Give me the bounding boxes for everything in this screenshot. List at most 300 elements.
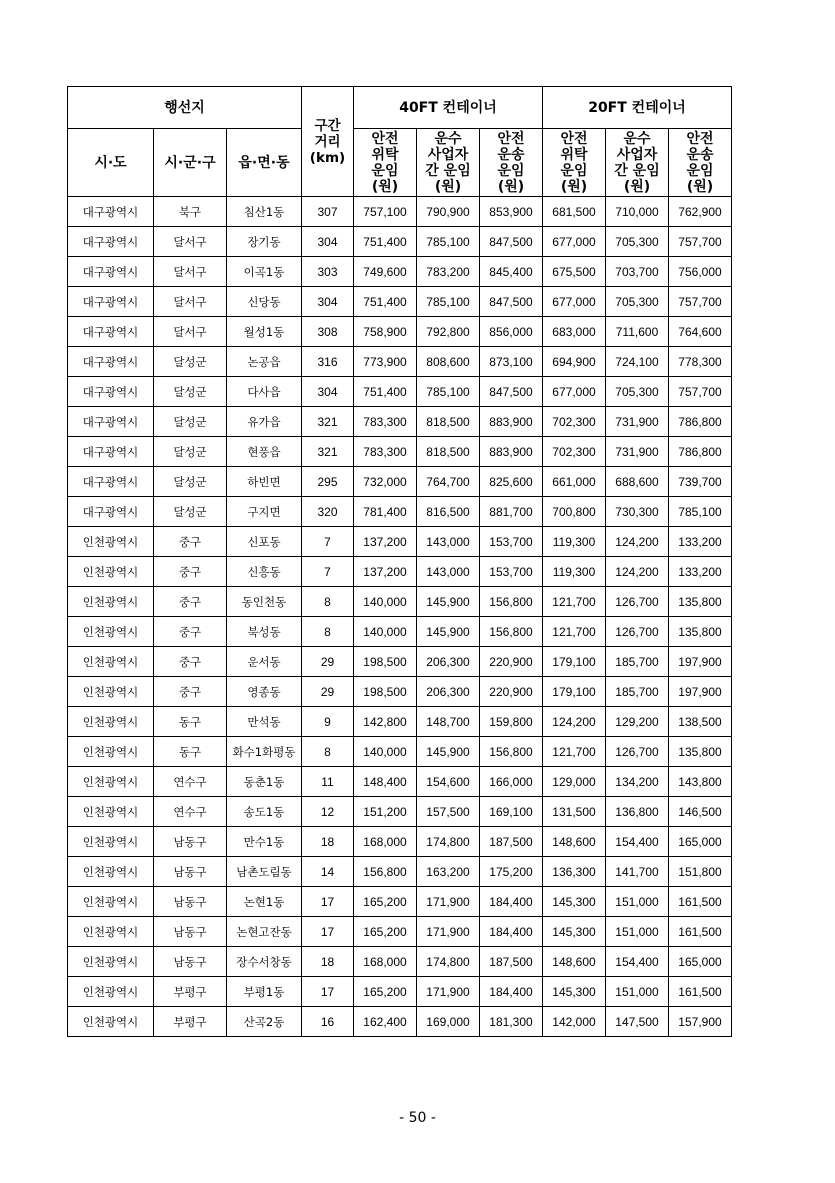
cell-40ft-carrier-rate: 145,900 (417, 617, 480, 647)
cell-20ft-carrier-rate: 126,700 (606, 617, 669, 647)
cell-eupmyeondong: 송도1동 (227, 797, 302, 827)
cell-20ft-carrier-rate: 151,000 (606, 977, 669, 1007)
cell-eupmyeondong: 동인천동 (227, 587, 302, 617)
cell-sido: 인천광역시 (68, 557, 154, 587)
cell-20ft-transport-rate: 146,500 (669, 797, 732, 827)
table-row (68, 707, 732, 737)
freight-rate-table (67, 86, 732, 1037)
cell-sigungu: 달서구 (154, 257, 227, 287)
cell-distance-km: 316 (302, 347, 354, 377)
cell-20ft-consign-rate: 124,200 (543, 707, 606, 737)
table-row (68, 227, 732, 257)
cell-40ft-consign-rate: 168,000 (354, 827, 417, 857)
cell-20ft-carrier-rate: 731,900 (606, 407, 669, 437)
cell-40ft-transport-rate: 156,800 (480, 587, 543, 617)
cell-sigungu: 중구 (154, 527, 227, 557)
cell-40ft-consign-rate: 757,100 (354, 197, 417, 227)
header-distance: 구간 거리 (km) (302, 87, 354, 197)
cell-eupmyeondong: 하빈면 (227, 467, 302, 497)
cell-40ft-consign-rate: 140,000 (354, 617, 417, 647)
cell-40ft-carrier-rate: 206,300 (417, 677, 480, 707)
cell-20ft-transport-rate: 785,100 (669, 497, 732, 527)
cell-40ft-consign-rate: 140,000 (354, 737, 417, 767)
table-row (68, 467, 732, 497)
cell-20ft-consign-rate: 121,700 (543, 587, 606, 617)
cell-sigungu: 중구 (154, 617, 227, 647)
cell-40ft-consign-rate: 156,800 (354, 857, 417, 887)
cell-40ft-carrier-rate: 145,900 (417, 737, 480, 767)
cell-20ft-carrier-rate: 711,600 (606, 317, 669, 347)
table-row (68, 527, 732, 557)
cell-20ft-carrier-rate: 134,200 (606, 767, 669, 797)
cell-distance-km: 18 (302, 947, 354, 977)
cell-20ft-carrier-rate: 147,500 (606, 1007, 669, 1037)
cell-40ft-consign-rate: 137,200 (354, 527, 417, 557)
cell-sigungu: 북구 (154, 197, 227, 227)
table-row (68, 617, 732, 647)
cell-20ft-transport-rate: 135,800 (669, 587, 732, 617)
cell-sido: 인천광역시 (68, 827, 154, 857)
table-row (68, 977, 732, 1007)
table-row (68, 647, 732, 677)
header-destination: 행선지 (68, 87, 302, 129)
cell-20ft-transport-rate: 165,000 (669, 827, 732, 857)
cell-20ft-consign-rate: 136,300 (543, 857, 606, 887)
cell-20ft-transport-rate: 161,500 (669, 977, 732, 1007)
header-sido: 시·도 (68, 129, 154, 197)
cell-sido: 대구광역시 (68, 287, 154, 317)
cell-40ft-transport-rate: 853,900 (480, 197, 543, 227)
cell-40ft-carrier-rate: 792,800 (417, 317, 480, 347)
cell-sigungu: 중구 (154, 677, 227, 707)
cell-sigungu: 달성군 (154, 377, 227, 407)
cell-40ft-carrier-rate: 171,900 (417, 887, 480, 917)
cell-eupmyeondong: 신당동 (227, 287, 302, 317)
cell-20ft-carrier-rate: 126,700 (606, 737, 669, 767)
cell-40ft-carrier-rate: 174,800 (417, 947, 480, 977)
cell-40ft-transport-rate: 856,000 (480, 317, 543, 347)
cell-40ft-transport-rate: 156,800 (480, 617, 543, 647)
cell-20ft-carrier-rate: 724,100 (606, 347, 669, 377)
cell-eupmyeondong: 동춘1동 (227, 767, 302, 797)
cell-40ft-consign-rate: 751,400 (354, 287, 417, 317)
cell-sigungu: 부평구 (154, 1007, 227, 1037)
cell-sigungu: 달성군 (154, 347, 227, 377)
cell-40ft-consign-rate: 783,300 (354, 407, 417, 437)
header-20ft-carrier-rate: 운수 사업자 간 운임 (원) (606, 129, 669, 197)
cell-sido: 대구광역시 (68, 227, 154, 257)
cell-eupmyeondong: 북성동 (227, 617, 302, 647)
cell-40ft-consign-rate: 773,900 (354, 347, 417, 377)
cell-sido: 인천광역시 (68, 677, 154, 707)
table-row (68, 557, 732, 587)
cell-20ft-transport-rate: 762,900 (669, 197, 732, 227)
cell-sido: 인천광역시 (68, 797, 154, 827)
table-row (68, 797, 732, 827)
header-40ft-transport-rate: 안전 운송 운임 (원) (480, 129, 543, 197)
cell-sigungu: 달성군 (154, 467, 227, 497)
cell-40ft-carrier-rate: 808,600 (417, 347, 480, 377)
cell-sido: 인천광역시 (68, 917, 154, 947)
cell-40ft-consign-rate: 165,200 (354, 977, 417, 1007)
cell-distance-km: 29 (302, 677, 354, 707)
cell-eupmyeondong: 만수1동 (227, 827, 302, 857)
cell-sido: 인천광역시 (68, 1007, 154, 1037)
cell-sido: 인천광역시 (68, 587, 154, 617)
cell-40ft-carrier-rate: 818,500 (417, 437, 480, 467)
cell-40ft-transport-rate: 825,600 (480, 467, 543, 497)
cell-distance-km: 8 (302, 737, 354, 767)
cell-40ft-transport-rate: 156,800 (480, 737, 543, 767)
cell-distance-km: 12 (302, 797, 354, 827)
table-row (68, 857, 732, 887)
table-row (68, 317, 732, 347)
cell-20ft-transport-rate: 197,900 (669, 647, 732, 677)
cell-20ft-transport-rate: 143,800 (669, 767, 732, 797)
cell-sigungu: 달성군 (154, 407, 227, 437)
cell-sigungu: 달서구 (154, 317, 227, 347)
cell-sigungu: 남동구 (154, 887, 227, 917)
header-20ft-transport-rate: 안전 운송 운임 (원) (669, 129, 732, 197)
cell-eupmyeondong: 운서동 (227, 647, 302, 677)
cell-distance-km: 9 (302, 707, 354, 737)
cell-sigungu: 달성군 (154, 497, 227, 527)
cell-40ft-transport-rate: 220,900 (480, 647, 543, 677)
cell-20ft-carrier-rate: 154,400 (606, 827, 669, 857)
cell-sigungu: 동구 (154, 737, 227, 767)
cell-20ft-carrier-rate: 705,300 (606, 287, 669, 317)
cell-40ft-carrier-rate: 163,200 (417, 857, 480, 887)
cell-sigungu: 중구 (154, 557, 227, 587)
cell-sigungu: 남동구 (154, 917, 227, 947)
cell-40ft-transport-rate: 845,400 (480, 257, 543, 287)
cell-20ft-consign-rate: 148,600 (543, 827, 606, 857)
cell-40ft-carrier-rate: 148,700 (417, 707, 480, 737)
table-row (68, 887, 732, 917)
cell-40ft-transport-rate: 187,500 (480, 947, 543, 977)
cell-40ft-carrier-rate: 206,300 (417, 647, 480, 677)
table-row (68, 407, 732, 437)
cell-sigungu: 연수구 (154, 797, 227, 827)
cell-20ft-consign-rate: 145,300 (543, 917, 606, 947)
cell-40ft-consign-rate: 751,400 (354, 227, 417, 257)
cell-distance-km: 18 (302, 827, 354, 857)
cell-20ft-consign-rate: 119,300 (543, 557, 606, 587)
cell-40ft-consign-rate: 165,200 (354, 917, 417, 947)
cell-sigungu: 동구 (154, 707, 227, 737)
cell-distance-km: 308 (302, 317, 354, 347)
cell-distance-km: 14 (302, 857, 354, 887)
cell-20ft-carrier-rate: 154,400 (606, 947, 669, 977)
cell-eupmyeondong: 장수서창동 (227, 947, 302, 977)
cell-distance-km: 8 (302, 617, 354, 647)
table-row (68, 437, 732, 467)
cell-sido: 인천광역시 (68, 947, 154, 977)
cell-20ft-carrier-rate: 705,300 (606, 227, 669, 257)
cell-20ft-transport-rate: 786,800 (669, 407, 732, 437)
cell-40ft-consign-rate: 783,300 (354, 437, 417, 467)
cell-20ft-carrier-rate: 705,300 (606, 377, 669, 407)
cell-20ft-consign-rate: 148,600 (543, 947, 606, 977)
cell-20ft-consign-rate: 142,000 (543, 1007, 606, 1037)
cell-eupmyeondong: 다사읍 (227, 377, 302, 407)
cell-20ft-consign-rate: 694,900 (543, 347, 606, 377)
table-row (68, 917, 732, 947)
cell-20ft-consign-rate: 129,000 (543, 767, 606, 797)
cell-40ft-transport-rate: 184,400 (480, 977, 543, 1007)
cell-20ft-carrier-rate: 124,200 (606, 527, 669, 557)
cell-sido: 인천광역시 (68, 977, 154, 1007)
cell-40ft-carrier-rate: 143,000 (417, 557, 480, 587)
cell-20ft-carrier-rate: 185,700 (606, 677, 669, 707)
cell-sido: 인천광역시 (68, 617, 154, 647)
cell-40ft-carrier-rate: 785,100 (417, 227, 480, 257)
cell-20ft-transport-rate: 764,600 (669, 317, 732, 347)
cell-40ft-carrier-rate: 818,500 (417, 407, 480, 437)
cell-eupmyeondong: 논현고잔동 (227, 917, 302, 947)
cell-sido: 대구광역시 (68, 257, 154, 287)
cell-40ft-transport-rate: 153,700 (480, 527, 543, 557)
page-number: - 50 - (399, 1110, 436, 1126)
cell-40ft-transport-rate: 883,900 (480, 437, 543, 467)
cell-20ft-transport-rate: 757,700 (669, 377, 732, 407)
table-row (68, 737, 732, 767)
cell-20ft-consign-rate: 700,800 (543, 497, 606, 527)
cell-20ft-transport-rate: 157,900 (669, 1007, 732, 1037)
table-header (68, 87, 732, 197)
header-20ft-consign-rate: 안전 위탁 운임 (원) (543, 129, 606, 197)
cell-40ft-consign-rate: 732,000 (354, 467, 417, 497)
table-row (68, 347, 732, 377)
cell-40ft-transport-rate: 873,100 (480, 347, 543, 377)
cell-40ft-transport-rate: 187,500 (480, 827, 543, 857)
cell-40ft-consign-rate: 758,900 (354, 317, 417, 347)
cell-eupmyeondong: 논공읍 (227, 347, 302, 377)
cell-20ft-transport-rate: 133,200 (669, 527, 732, 557)
cell-sido: 대구광역시 (68, 467, 154, 497)
cell-distance-km: 321 (302, 437, 354, 467)
cell-40ft-transport-rate: 847,500 (480, 227, 543, 257)
cell-40ft-transport-rate: 847,500 (480, 377, 543, 407)
cell-20ft-transport-rate: 786,800 (669, 437, 732, 467)
cell-eupmyeondong: 장기동 (227, 227, 302, 257)
table-row (68, 767, 732, 797)
cell-40ft-consign-rate: 198,500 (354, 647, 417, 677)
cell-40ft-carrier-rate: 145,900 (417, 587, 480, 617)
cell-40ft-carrier-rate: 816,500 (417, 497, 480, 527)
cell-20ft-consign-rate: 702,300 (543, 407, 606, 437)
cell-40ft-consign-rate: 142,800 (354, 707, 417, 737)
cell-40ft-consign-rate: 781,400 (354, 497, 417, 527)
cell-sido: 인천광역시 (68, 707, 154, 737)
cell-20ft-carrier-rate: 151,000 (606, 887, 669, 917)
cell-eupmyeondong: 이곡1동 (227, 257, 302, 287)
cell-eupmyeondong: 신흥동 (227, 557, 302, 587)
cell-eupmyeondong: 산곡2동 (227, 1007, 302, 1037)
cell-40ft-carrier-rate: 154,600 (417, 767, 480, 797)
cell-distance-km: 17 (302, 977, 354, 1007)
cell-40ft-carrier-rate: 143,000 (417, 527, 480, 557)
cell-sido: 대구광역시 (68, 407, 154, 437)
table-row (68, 1007, 732, 1037)
cell-eupmyeondong: 영종동 (227, 677, 302, 707)
cell-20ft-consign-rate: 121,700 (543, 737, 606, 767)
cell-distance-km: 11 (302, 767, 354, 797)
cell-20ft-carrier-rate: 731,900 (606, 437, 669, 467)
table-row (68, 497, 732, 527)
cell-40ft-consign-rate: 162,400 (354, 1007, 417, 1037)
cell-20ft-transport-rate: 197,900 (669, 677, 732, 707)
cell-20ft-consign-rate: 179,100 (543, 677, 606, 707)
cell-20ft-consign-rate: 179,100 (543, 647, 606, 677)
cell-40ft-consign-rate: 751,400 (354, 377, 417, 407)
cell-20ft-consign-rate: 121,700 (543, 617, 606, 647)
cell-sigungu: 부평구 (154, 977, 227, 1007)
cell-20ft-consign-rate: 145,300 (543, 887, 606, 917)
cell-sido: 대구광역시 (68, 437, 154, 467)
cell-20ft-carrier-rate: 136,800 (606, 797, 669, 827)
cell-20ft-carrier-rate: 124,200 (606, 557, 669, 587)
cell-20ft-consign-rate: 681,500 (543, 197, 606, 227)
cell-sido: 인천광역시 (68, 767, 154, 797)
cell-20ft-consign-rate: 661,000 (543, 467, 606, 497)
cell-20ft-carrier-rate: 151,000 (606, 917, 669, 947)
cell-20ft-transport-rate: 138,500 (669, 707, 732, 737)
header-sigungu: 시·군·구 (154, 129, 227, 197)
table-row (68, 947, 732, 977)
cell-sido: 대구광역시 (68, 377, 154, 407)
cell-40ft-transport-rate: 184,400 (480, 887, 543, 917)
cell-40ft-transport-rate: 220,900 (480, 677, 543, 707)
header-20ft: 20FT 컨테이너 (543, 87, 732, 129)
cell-40ft-transport-rate: 166,000 (480, 767, 543, 797)
cell-20ft-consign-rate: 675,500 (543, 257, 606, 287)
cell-sigungu: 중구 (154, 587, 227, 617)
cell-40ft-transport-rate: 181,300 (480, 1007, 543, 1037)
cell-distance-km: 17 (302, 887, 354, 917)
table-row (68, 257, 732, 287)
cell-20ft-transport-rate: 161,500 (669, 887, 732, 917)
header-eupmyeondong: 읍·면·동 (227, 129, 302, 197)
cell-distance-km: 303 (302, 257, 354, 287)
cell-sido: 인천광역시 (68, 647, 154, 677)
cell-40ft-carrier-rate: 764,700 (417, 467, 480, 497)
cell-distance-km: 8 (302, 587, 354, 617)
cell-40ft-transport-rate: 169,100 (480, 797, 543, 827)
table-row (68, 377, 732, 407)
cell-eupmyeondong: 현풍읍 (227, 437, 302, 467)
cell-20ft-transport-rate: 165,000 (669, 947, 732, 977)
cell-20ft-transport-rate: 151,800 (669, 857, 732, 887)
cell-sido: 대구광역시 (68, 317, 154, 347)
cell-40ft-consign-rate: 749,600 (354, 257, 417, 287)
cell-20ft-transport-rate: 756,000 (669, 257, 732, 287)
header-40ft-consign-rate: 안전 위탁 운임 (원) (354, 129, 417, 197)
header-40ft: 40FT 컨테이너 (354, 87, 543, 129)
cell-eupmyeondong: 논현1동 (227, 887, 302, 917)
cell-distance-km: 295 (302, 467, 354, 497)
cell-sigungu: 달성군 (154, 437, 227, 467)
cell-40ft-consign-rate: 168,000 (354, 947, 417, 977)
cell-40ft-consign-rate: 148,400 (354, 767, 417, 797)
table-row (68, 197, 732, 227)
table-row (68, 287, 732, 317)
cell-40ft-transport-rate: 153,700 (480, 557, 543, 587)
cell-40ft-carrier-rate: 171,900 (417, 977, 480, 1007)
cell-40ft-consign-rate: 137,200 (354, 557, 417, 587)
cell-sigungu: 남동구 (154, 857, 227, 887)
table-body (68, 197, 732, 1037)
cell-20ft-carrier-rate: 710,000 (606, 197, 669, 227)
cell-20ft-transport-rate: 778,300 (669, 347, 732, 377)
cell-40ft-transport-rate: 175,200 (480, 857, 543, 887)
cell-40ft-transport-rate: 184,400 (480, 917, 543, 947)
cell-20ft-carrier-rate: 129,200 (606, 707, 669, 737)
cell-sido: 대구광역시 (68, 347, 154, 377)
cell-20ft-carrier-rate: 185,700 (606, 647, 669, 677)
cell-40ft-consign-rate: 165,200 (354, 887, 417, 917)
cell-sigungu: 남동구 (154, 947, 227, 977)
cell-20ft-transport-rate: 739,700 (669, 467, 732, 497)
cell-distance-km: 320 (302, 497, 354, 527)
cell-distance-km: 321 (302, 407, 354, 437)
cell-20ft-consign-rate: 683,000 (543, 317, 606, 347)
cell-40ft-carrier-rate: 783,200 (417, 257, 480, 287)
cell-distance-km: 7 (302, 527, 354, 557)
cell-20ft-carrier-rate: 730,300 (606, 497, 669, 527)
cell-40ft-consign-rate: 198,500 (354, 677, 417, 707)
table-row (68, 827, 732, 857)
cell-20ft-carrier-rate: 688,600 (606, 467, 669, 497)
cell-20ft-transport-rate: 133,200 (669, 557, 732, 587)
cell-40ft-consign-rate: 140,000 (354, 587, 417, 617)
table-row (68, 677, 732, 707)
cell-40ft-carrier-rate: 157,500 (417, 797, 480, 827)
cell-20ft-carrier-rate: 141,700 (606, 857, 669, 887)
cell-20ft-consign-rate: 702,300 (543, 437, 606, 467)
cell-sido: 인천광역시 (68, 887, 154, 917)
cell-eupmyeondong: 부평1동 (227, 977, 302, 1007)
cell-distance-km: 29 (302, 647, 354, 677)
cell-20ft-transport-rate: 757,700 (669, 227, 732, 257)
cell-distance-km: 304 (302, 227, 354, 257)
cell-eupmyeondong: 신포동 (227, 527, 302, 557)
cell-40ft-carrier-rate: 171,900 (417, 917, 480, 947)
header-40ft-carrier-rate: 운수 사업자 간 운임 (원) (417, 129, 480, 197)
cell-sigungu: 남동구 (154, 827, 227, 857)
cell-20ft-consign-rate: 131,500 (543, 797, 606, 827)
cell-40ft-carrier-rate: 790,900 (417, 197, 480, 227)
cell-distance-km: 304 (302, 377, 354, 407)
cell-sigungu: 달서구 (154, 227, 227, 257)
cell-distance-km: 7 (302, 557, 354, 587)
table-row (68, 587, 732, 617)
cell-distance-km: 17 (302, 917, 354, 947)
cell-sido: 대구광역시 (68, 497, 154, 527)
cell-eupmyeondong: 남촌도림동 (227, 857, 302, 887)
cell-20ft-consign-rate: 677,000 (543, 287, 606, 317)
cell-eupmyeondong: 침산1동 (227, 197, 302, 227)
cell-sido: 대구광역시 (68, 197, 154, 227)
cell-20ft-consign-rate: 677,000 (543, 227, 606, 257)
cell-20ft-transport-rate: 135,800 (669, 617, 732, 647)
cell-40ft-transport-rate: 881,700 (480, 497, 543, 527)
cell-20ft-consign-rate: 145,300 (543, 977, 606, 1007)
cell-40ft-transport-rate: 883,900 (480, 407, 543, 437)
cell-eupmyeondong: 화수1화평동 (227, 737, 302, 767)
cell-sigungu: 연수구 (154, 767, 227, 797)
cell-20ft-consign-rate: 119,300 (543, 527, 606, 557)
